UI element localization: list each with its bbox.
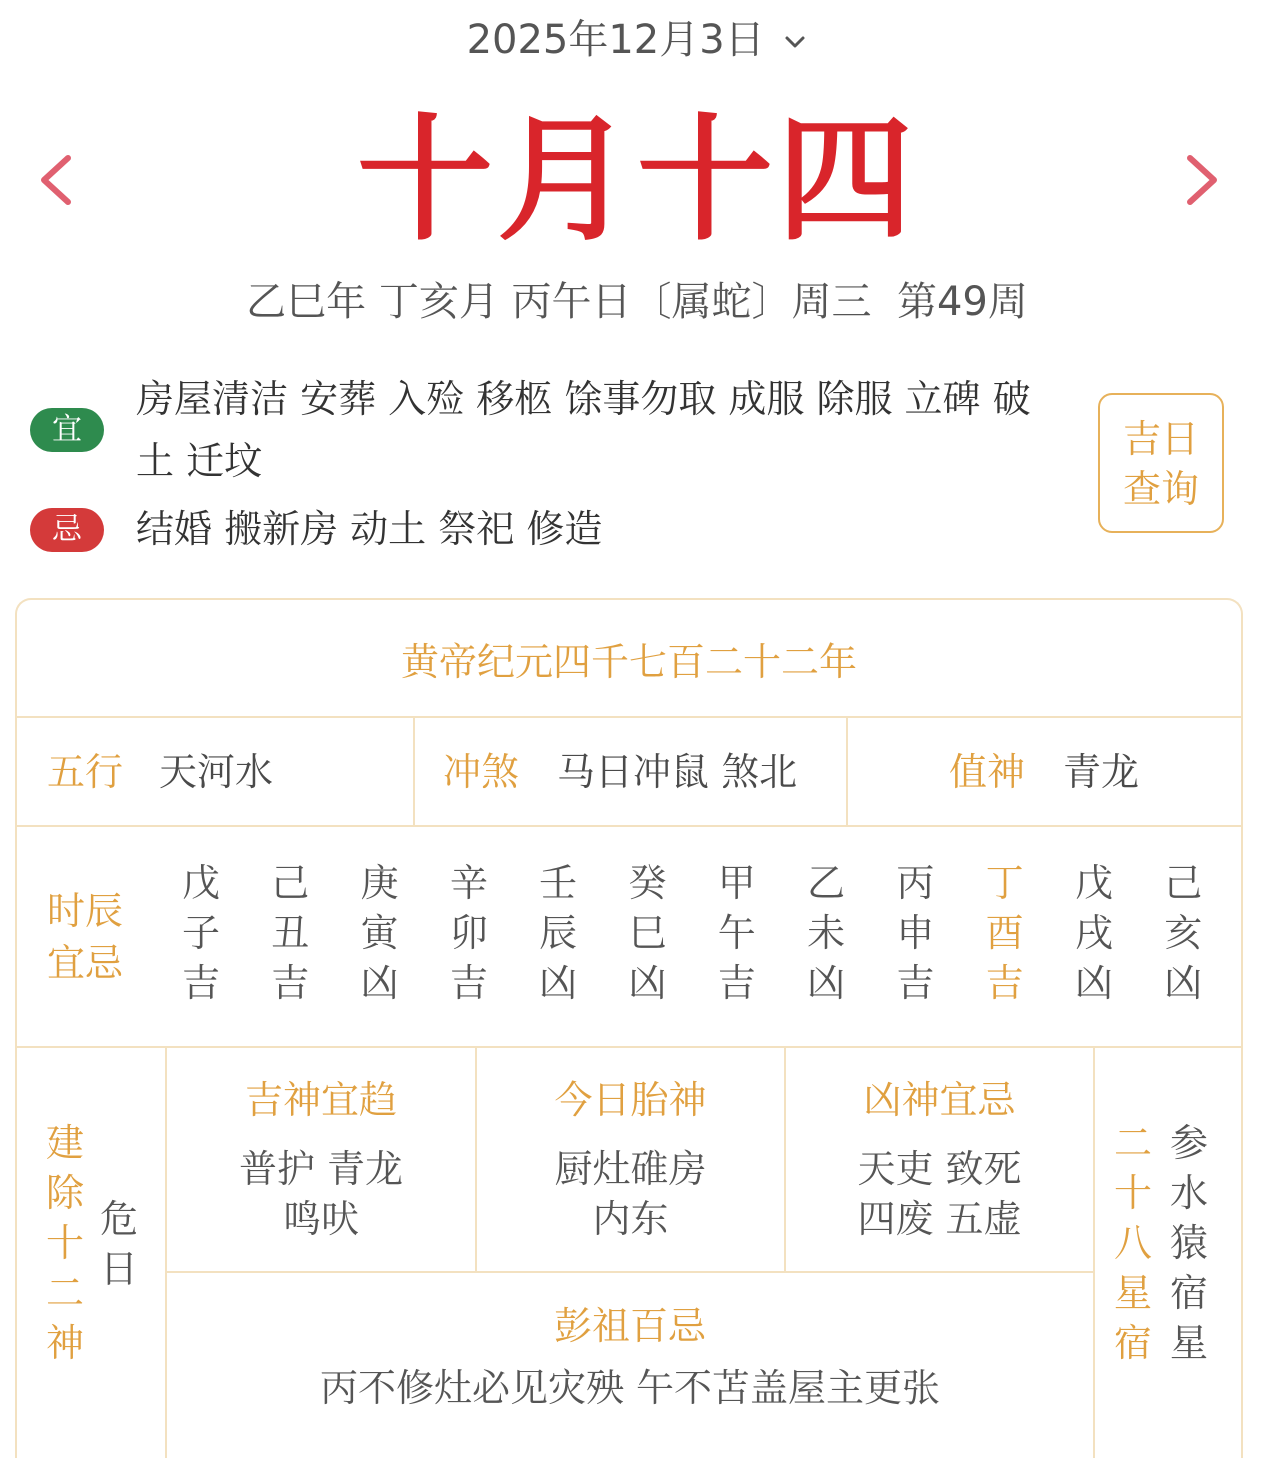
shichen-label <box>47 885 137 989</box>
shichen-hour-luck: 吉 <box>717 961 756 1005</box>
shichen-hours <box>167 858 1241 1014</box>
shichen-hour <box>707 858 767 1008</box>
ji-row <box>30 498 1066 560</box>
lunar-date: 十月十四 <box>357 100 917 260</box>
xiu-label-char: 星 <box>1113 1271 1152 1315</box>
zhishen-value: 青龙 <box>1063 750 1140 794</box>
yi-row <box>30 368 1066 492</box>
divider <box>1093 1046 1095 1458</box>
taishen-line2: 内东 <box>592 1197 669 1241</box>
shichen-hour <box>1064 858 1124 1008</box>
xiu-value <box>1167 1118 1211 1368</box>
shichen-hour-gan: 己 <box>271 861 310 905</box>
zhishen-label: 值神 <box>949 750 1026 794</box>
pengzu-title: 彭祖百忌 <box>553 1304 706 1348</box>
shichen-hour-zhi: 丑 <box>271 911 310 955</box>
date-label: 2025年12月3日 <box>466 17 765 63</box>
shichen-hour-luck: 吉 <box>985 961 1024 1005</box>
wuxing-label: 五行 <box>47 750 124 794</box>
shichen-hour <box>796 858 856 1008</box>
xiongshen-line1: 天吏 致死 <box>857 1147 1022 1191</box>
jishen-body <box>167 1144 475 1244</box>
shichen-hour-luck: 凶 <box>1074 961 1113 1005</box>
shichen-hour-zhi: 巳 <box>628 911 667 955</box>
shichen-hour-zhi: 亥 <box>1164 911 1203 955</box>
shichen-hour-luck: 吉 <box>271 961 310 1005</box>
shichen-hour-gan: 丁 <box>985 861 1024 905</box>
jianchu-label-char: 十 <box>45 1221 84 1265</box>
lucky-day-query-button[interactable] <box>1098 393 1224 533</box>
jianchu-label-char: 二 <box>45 1271 84 1315</box>
divider <box>17 825 1241 827</box>
divider <box>17 716 1241 718</box>
shichen-hour-zhi: 子 <box>181 911 220 955</box>
ganzhi-line: 乙巳年 丁亥月 丙午日〔属蛇〕周三 第49周 <box>246 279 1028 325</box>
xiu-label-char: 宿 <box>1113 1321 1152 1365</box>
shichen-hour-luck: 吉 <box>449 961 488 1005</box>
divider <box>17 1046 1241 1048</box>
xiu-label <box>1111 1118 1155 1368</box>
shichen-hour-gan: 甲 <box>717 861 756 905</box>
shichen-hour-gan: 己 <box>1164 861 1203 905</box>
ji-badge: 忌 <box>30 508 104 552</box>
shichen-hour-gan: 丙 <box>896 861 935 905</box>
shichen-hour-gan: 庚 <box>360 861 399 905</box>
shichen-label-line1: 时辰 <box>47 889 124 933</box>
shichen-hour-zhi: 辰 <box>539 911 578 955</box>
shichen-hour-zhi: 未 <box>807 911 846 955</box>
xiu-label-char: 十 <box>1113 1171 1152 1215</box>
xiu-value-char: 参 <box>1169 1121 1208 1165</box>
jishen-line2: 鸣吠 <box>282 1197 359 1241</box>
shichen-hour <box>618 858 678 1008</box>
shichen-hour-luck: 凶 <box>807 961 846 1005</box>
jishen-title: 吉神宜趋 <box>244 1078 397 1122</box>
xiu-value-char: 星 <box>1169 1321 1208 1365</box>
shichen-hour-zhi: 寅 <box>360 911 399 955</box>
ji-text: 结婚 搬新房 动土 祭祀 修造 <box>136 507 603 551</box>
query-button-line2: 查询 <box>1122 467 1199 511</box>
shichen-hour <box>350 858 410 1008</box>
shichen-hour-gan: 辛 <box>449 861 488 905</box>
divider <box>846 716 848 826</box>
divider <box>165 1271 1095 1273</box>
jianchu-label-char: 建 <box>45 1121 84 1165</box>
shichen-hour-luck: 凶 <box>539 961 578 1005</box>
shichen-hour <box>1153 858 1213 1008</box>
shichen-hour <box>260 858 320 1008</box>
shichen-label-line2: 宜忌 <box>47 941 124 985</box>
jianchu-value-char: 日 <box>99 1247 138 1291</box>
shichen-hour-zhi: 酉 <box>985 911 1024 955</box>
shichen-hour-luck: 吉 <box>896 961 935 1005</box>
shichen-hour <box>885 858 945 1008</box>
xiu-value-char: 宿 <box>1169 1271 1208 1315</box>
xiu-label-char: 八 <box>1113 1221 1152 1265</box>
date-selector[interactable] <box>0 12 1274 68</box>
jishen-line1: 普护 青龙 <box>238 1147 404 1191</box>
shichen-hour-zhi: 戌 <box>1074 911 1113 955</box>
shichen-hour <box>528 858 588 1008</box>
jianchu-value-char: 危 <box>99 1197 138 1241</box>
shichen-hour <box>171 858 231 1008</box>
shichen-hour-gan: 戊 <box>181 861 220 905</box>
jianchu-label-char: 神 <box>45 1321 84 1365</box>
chongsha-value: 马日冲鼠 煞北 <box>557 750 798 794</box>
xiu-label-char: 二 <box>1113 1121 1152 1165</box>
almanac-card <box>15 598 1243 1458</box>
jianchu-label-char: 除 <box>45 1171 84 1215</box>
yi-text: 房屋清洁 安葬 入殓 移柩 馀事勿取 成服 除服 立碑 破土 迁坟 <box>136 377 1031 483</box>
yi-badge: 宜 <box>30 408 104 452</box>
shichen-hour-gan: 癸 <box>628 861 667 905</box>
xiongshen-line2: 四废 五虚 <box>857 1197 1022 1241</box>
jianchu-label <box>43 1118 87 1368</box>
divider <box>413 716 415 826</box>
taishen-line1: 厨灶碓房 <box>554 1147 707 1191</box>
shichen-hour-gan: 壬 <box>539 861 578 905</box>
jianchu-value <box>97 1194 141 1294</box>
chevron-down-icon <box>783 30 807 54</box>
shichen-hour-zhi: 申 <box>896 911 935 955</box>
xiu-value-char: 水 <box>1169 1171 1208 1215</box>
shichen-hour-zhi: 午 <box>717 911 756 955</box>
wuxing-value: 天河水 <box>159 750 274 794</box>
shichen-hour-luck: 凶 <box>628 961 667 1005</box>
shichen-hour-luck: 凶 <box>360 961 399 1005</box>
shichen-hour-gan: 乙 <box>807 861 846 905</box>
pengzu-text: 丙不修灶必见灾殃 午不苫盖屋主更张 <box>319 1366 941 1410</box>
xiongshen-body <box>786 1144 1093 1244</box>
shichen-hour-luck: 凶 <box>1164 961 1203 1005</box>
shichen-hour-luck: 吉 <box>181 961 220 1005</box>
taishen-body <box>477 1144 784 1244</box>
era-title: 黄帝纪元四千七百二十二年 <box>400 640 857 684</box>
query-button-line1: 吉日 <box>1122 417 1199 461</box>
shichen-hour <box>439 858 499 1008</box>
taishen-title: 今日胎神 <box>554 1078 707 1122</box>
shichen-hour <box>975 858 1035 1008</box>
shichen-hour-zhi: 卯 <box>449 911 488 955</box>
shichen-hour-gan: 戊 <box>1074 861 1113 905</box>
xiongshen-title: 凶神宜忌 <box>863 1078 1016 1122</box>
chongsha-label: 冲煞 <box>443 750 520 794</box>
xiu-value-char: 猿 <box>1169 1221 1208 1265</box>
chevron-right-icon[interactable] <box>1180 150 1224 210</box>
